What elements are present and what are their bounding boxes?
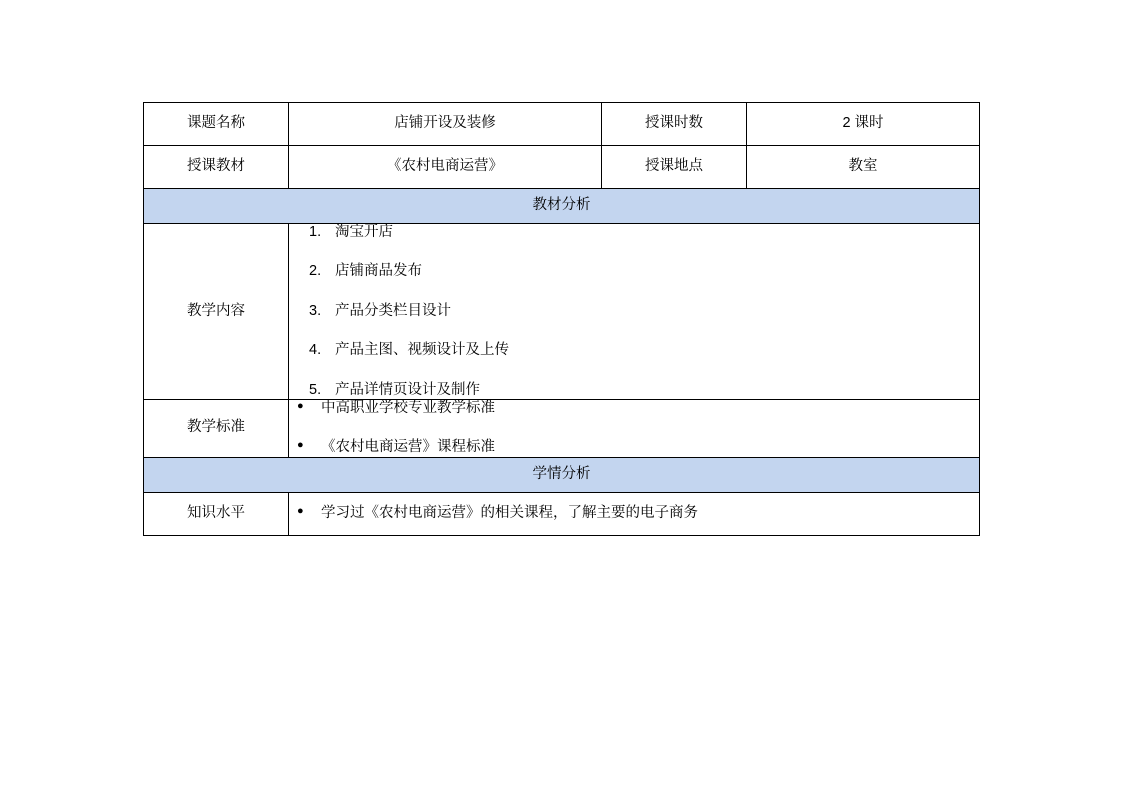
list-item: 淘宝开店 — [335, 224, 393, 240]
section-title-student-analysis: 学情分析 — [144, 457, 980, 492]
section-title-textbook-analysis: 教材分析 — [144, 189, 980, 224]
teaching-standard-label: 教学标准 — [144, 399, 289, 457]
location-label: 授课地点 — [602, 146, 747, 189]
topic-name-label: 课题名称 — [144, 103, 289, 146]
lesson-plan-table — [143, 102, 980, 536]
knowledge-level-list — [289, 505, 979, 522]
list-item: 店铺商品发布 — [335, 263, 422, 280]
list-item: 产品分类栏目设计 — [335, 302, 451, 319]
teaching-standard-list — [289, 400, 979, 457]
knowledge-level-cell — [289, 492, 980, 535]
textbook-label: 授课教材 — [144, 146, 289, 189]
list-item: ● 学习过《农村电商运营》的相关课程，了解主要的电子商务 — [321, 505, 979, 522]
table-row — [144, 224, 980, 400]
list-item: ● 《农村电商运营》课程标准 — [321, 439, 979, 456]
textbook-value: 《农村电商运营》 — [289, 146, 602, 189]
teaching-standard-cell — [289, 399, 980, 457]
list-item: ● 中高职业学校专业教学标准 — [321, 400, 979, 417]
section-header-row — [144, 189, 980, 224]
table-row — [144, 146, 980, 189]
teaching-content-cell — [289, 224, 980, 400]
knowledge-level-label: 知识水平 — [144, 492, 289, 535]
teaching-content-list — [289, 224, 979, 399]
teaching-content-label: 教学内容 — [144, 224, 289, 400]
teaching-hours-value: 2 课时 — [747, 103, 980, 146]
list-item: 产品主图、视频设计及上传 — [335, 342, 509, 359]
table-row — [144, 399, 980, 457]
table-row — [144, 103, 980, 146]
topic-name-value: 店铺开设及装修 — [289, 103, 602, 146]
location-value: 教室 — [747, 146, 980, 189]
section-header-row — [144, 457, 980, 492]
table-row — [144, 492, 980, 535]
list-item: 产品详情页设计及制作 — [335, 381, 480, 398]
teaching-hours-label: 授课时数 — [602, 103, 747, 146]
